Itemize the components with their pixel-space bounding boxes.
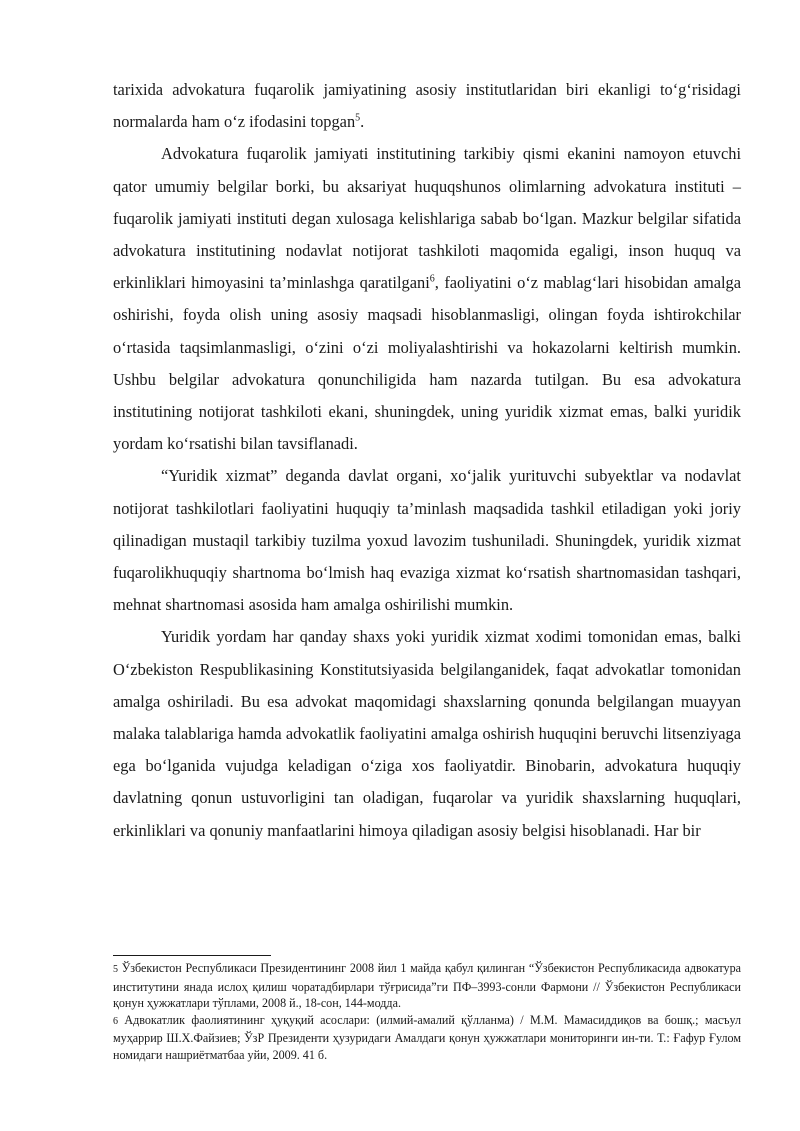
footnote-number: 5	[113, 964, 118, 975]
footnote-6	[113, 1012, 741, 1064]
footnote-text: Адвокатлик фаолиятининг ҳуқуқий асослари: (илмий-амалий қўлланма) / М.М. Мамасиддиқов ва бошқ.; масъул муҳаррир Ш.Х.Файзиев; ЎзР Президенти ҳузуридаги Амалдаги қонун ҳужжатлари мониторинги ин-ти. Т.: Ғафур Ғулом номидаги нашриётматбаа уйи, 2009. 41 б.	[113, 1012, 741, 1062]
footnote-divider	[113, 955, 271, 956]
paragraph-4-text: Yuridik yordam har qanday shaxs yoki yuridik xizmat xodimi tomonidan emas, balki O‘zbekiston Respublikasining Konstitutsiyasida belgilanganidek, faqat advokatlar tomonidan amalga oshiriladi. Bu esa advokat maqomidagi shaxslarning qonunda belgilangan muayyan malaka talablariga hamda advokatlik faoliyatini amalga oshirish huquqini beruvchi litsenziyaga ega bo‘lganida vujudga keladigan o‘ziga xos faoliyatdir. Binobarin, advokatura huquqiy davlatning qonun ustuvorligini tan oladigan, fuqarolar va yuridik shaxslarning huquqlari, erkinliklari va qonuniy manfaatlarini himoya qiladigan asosiy belgisi hisoblanadi. Har bir	[113, 627, 741, 840]
footnote-5	[113, 960, 741, 1012]
footnotes-section	[113, 955, 741, 1064]
paragraph-4	[113, 621, 741, 846]
paragraph-1-tail: .	[360, 112, 365, 132]
paragraph-2	[113, 138, 741, 460]
footnote-ref-5[interactable]: 5	[355, 112, 361, 124]
footnote-text: Ўзбекистон Республикаси Президентининг 2008 йил 1 майда қабул қилинган “Ўзбекистон Республикасида адвокатура институтини янада ислоҳ қилиш чоратадбирлари тўғрисида”ги ПФ–3993-сонли Фармони // Ўзбекистон Республикаси қонун ҳужжатлари тўплами, 2008 й., 18-сон, 144-модда.	[113, 961, 741, 1011]
footnote-ref-6[interactable]: 6	[429, 273, 435, 285]
paragraph-1-text: tarixida advokatura fuqarolik jamiyatining asosiy institutlaridan biri ekanligi to‘g‘risidagi normalarda ham o‘z ifodasini topgan	[113, 80, 741, 132]
document-body	[113, 74, 741, 847]
paragraph-3	[113, 460, 741, 621]
paragraph-3-text: “Yuridik xizmat” deganda davlat organi, xo‘jalik yurituvchi subyektlar va nodavlat notijorat tashkilotlari faoliyatini huquqiy ta’minlash maqsadida tashkil etiladigan yoki joriy qilinadigan mustaqil tarkibiy tuzilma yoxud lavozim tushuniladi. Shuningdek, yuridik xizmat fuqarolikhuquqiy shartnoma bo‘lmish haq evaziga xizmat ko‘rsatish shartnomasidan tashqari, mehnat shartnomasi asosida ham amalga oshirilishi mumkin.	[113, 466, 741, 615]
paragraph-2-tail: , faoliyatini o‘z mablag‘lari hisobidan amalga oshirishi, foyda olish uning asosiy maqsadi hisoblanmasligi, olingan foyda ishtirokchilar o‘rtasida taqsimlanmasligi, o‘zini o‘zi moliyalashtirishi va hokazolarni keltirish mumkin. Ushbu belgilar advokatura qonunchiligida ham nazarda tutilgan. Bu esa advokatura institutining notijorat tashkiloti ekani, shuningdek, uning yuridik xizmat emas, balki yuridik yordam ko‘rsatishi bilan tavsiflanadi.	[113, 273, 742, 454]
paragraph-1	[113, 74, 741, 138]
footnote-number: 6	[113, 1015, 118, 1027]
paragraph-2-text: Advokatura fuqarolik jamiyati institutining tarkibiy qismi ekanini namoyon etuvchi qator umumiy belgilar borki, bu aksariyat huquqshunos olimlarning advokatura instituti – fuqarolik jamiyati instituti degan xulosaga kelishlariga sabab bo‘lgan. Mazkur belgilar sifatida advokatura institutining nodavlat notijorat tashkiloti maqomida egaligi, inson huquq va erkinliklari himoyasini ta’minlashga qaratilgani	[113, 144, 741, 293]
